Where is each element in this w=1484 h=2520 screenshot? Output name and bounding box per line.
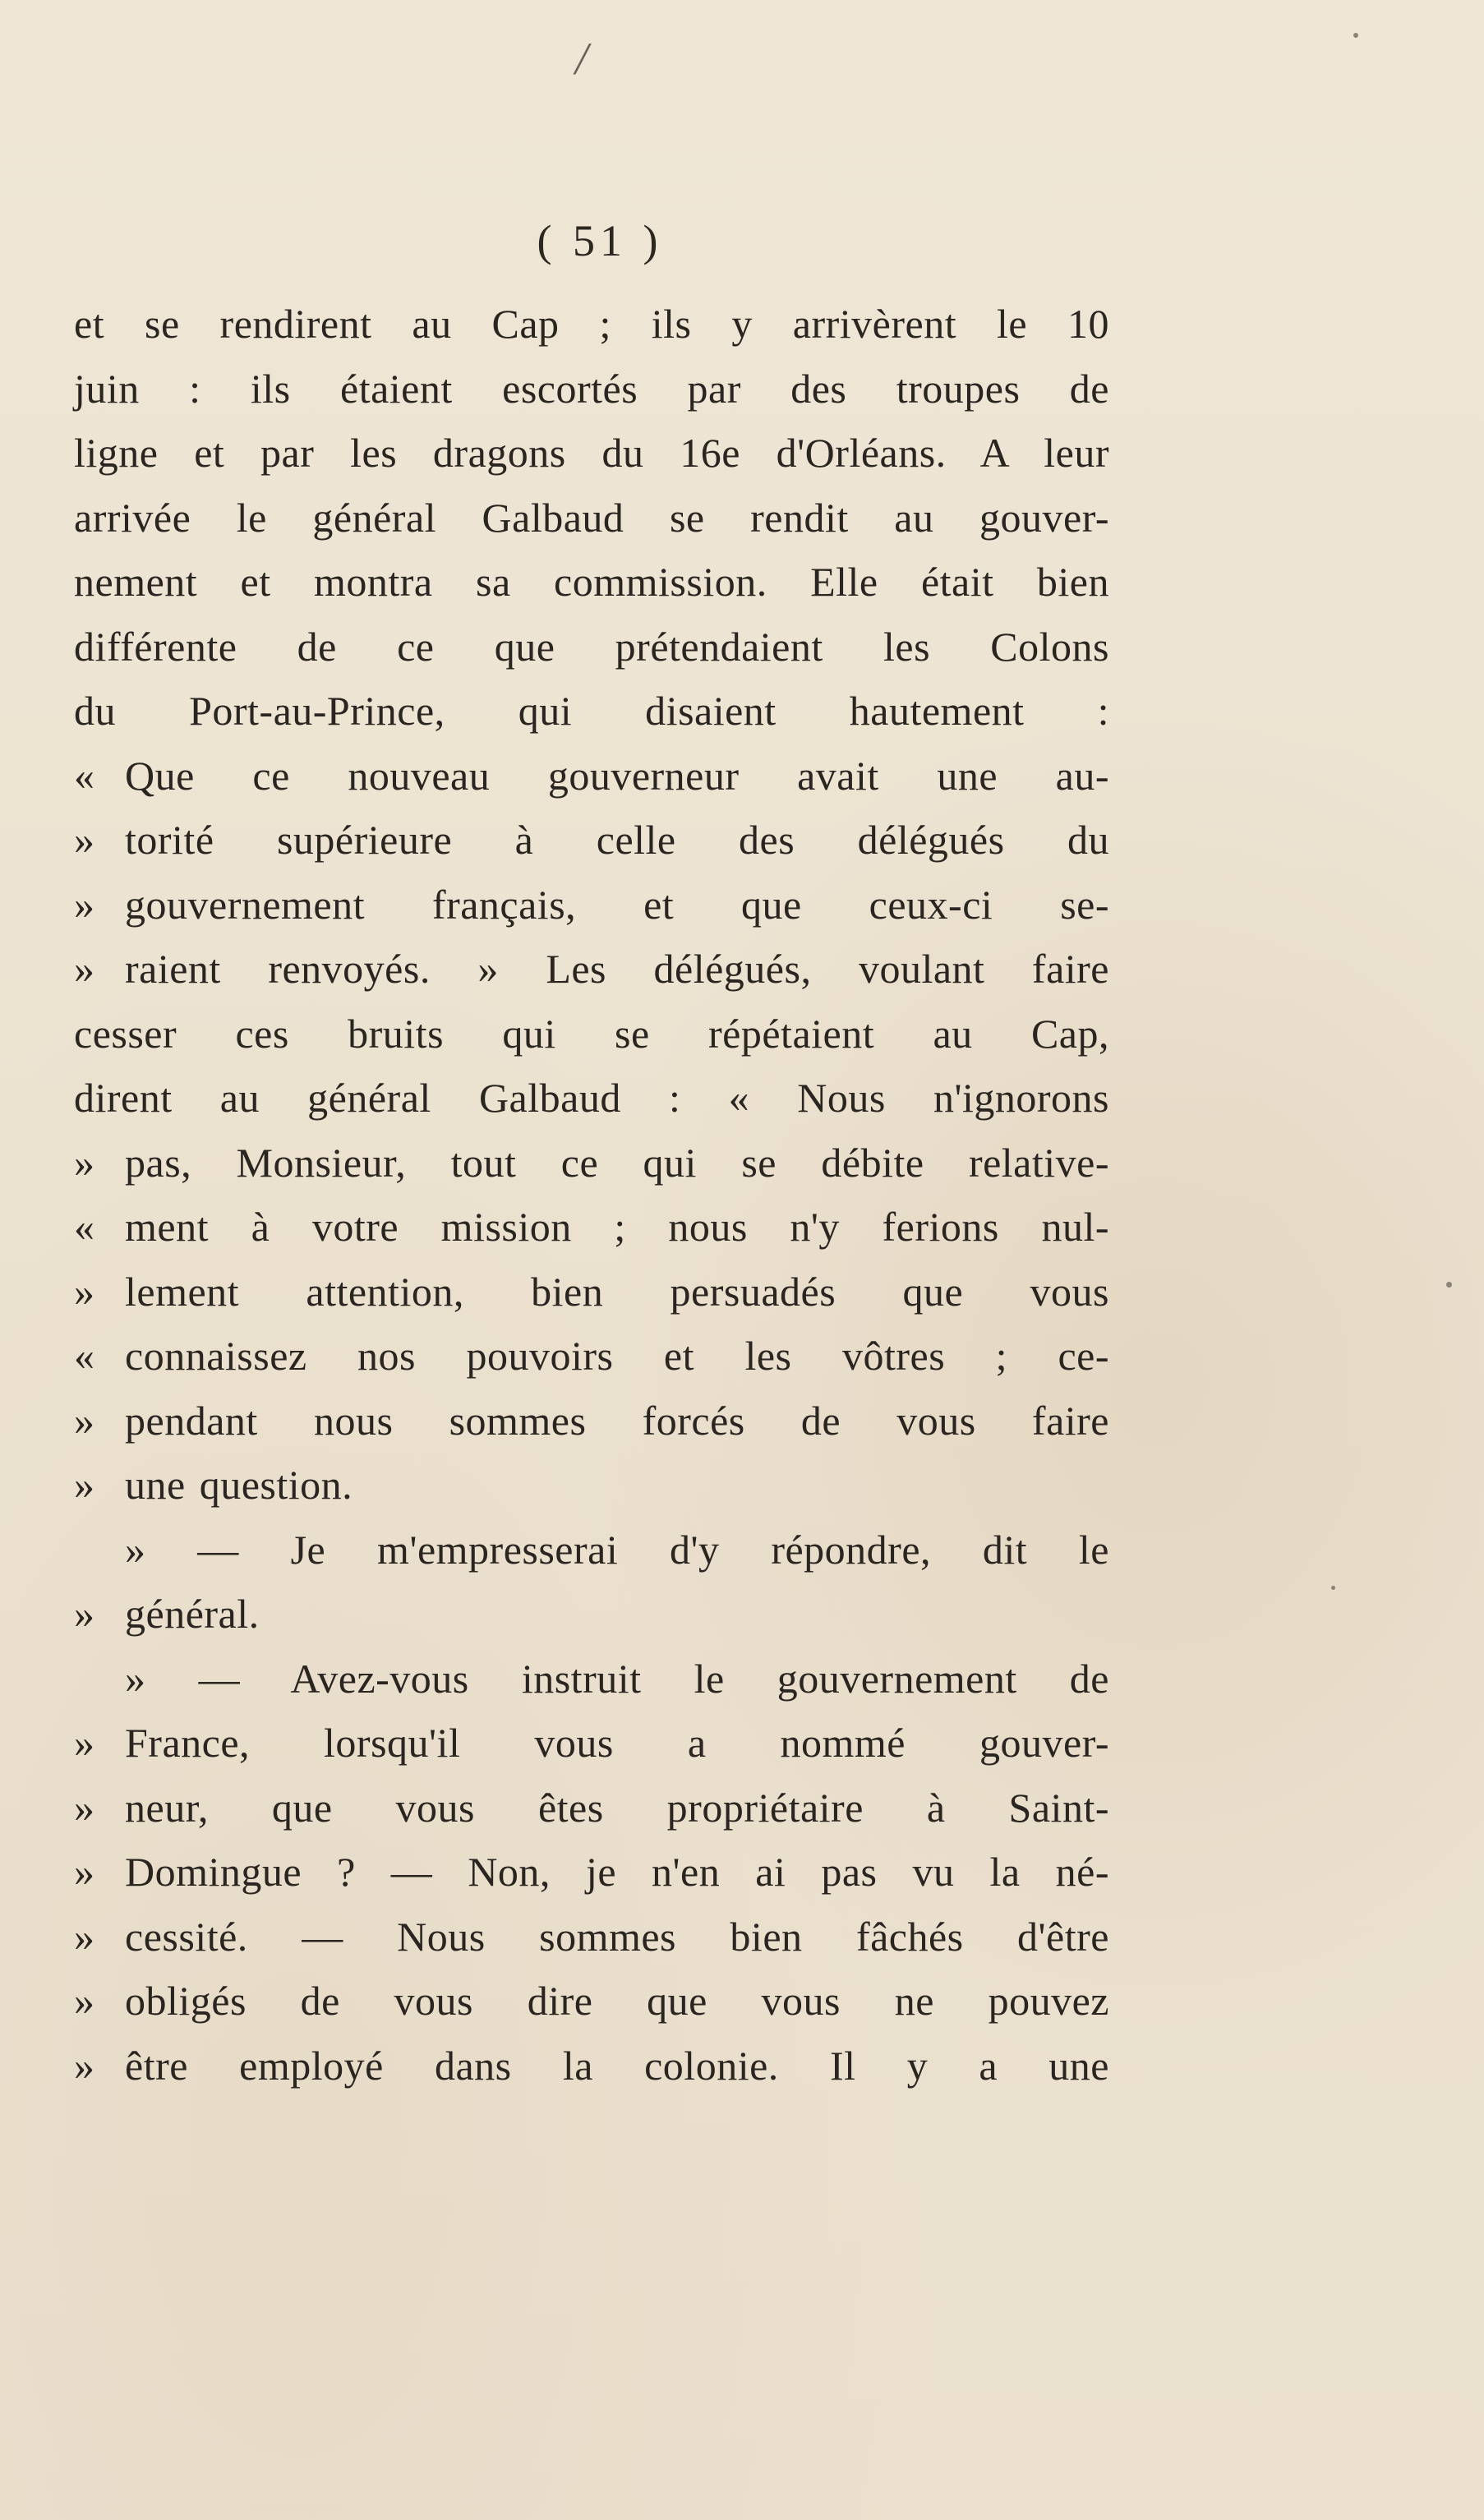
line-text: Que ce nouveau gouverneur avait une au- [125, 752, 1109, 799]
text-line [74, 873, 1109, 938]
quote-mark: » [74, 1462, 95, 1508]
quote-mark: » [74, 1720, 95, 1766]
line-text: nement et montra sa commission. Elle était bien [74, 559, 1109, 605]
line-text: dirent au général Galbaud : « Nous n'ignorons [74, 1075, 1109, 1121]
text-line [74, 1582, 1109, 1647]
quote-mark: « [74, 1204, 95, 1250]
text-line [74, 1647, 1109, 1711]
text-line [74, 744, 1109, 809]
line-text: » — Je m'empresserai d'y répondre, dit le [125, 1526, 1109, 1573]
text-line [74, 1969, 1109, 2034]
body-text [74, 292, 1109, 2098]
pencil-mark: / [575, 34, 588, 85]
quote-mark: » [74, 1397, 95, 1444]
quote-mark: » [74, 1139, 95, 1186]
text-line [74, 1195, 1109, 1260]
text-line [74, 1905, 1109, 1969]
line-text: connaissez nos pouvoirs et les vôtres ; ce- [125, 1333, 1109, 1379]
paper-speck [1331, 1586, 1335, 1590]
quote-mark: « [74, 1333, 95, 1379]
line-text: France, lorsqu'il vous a nommé gouver- [125, 1720, 1109, 1766]
page-number: ( 51 ) [537, 216, 663, 265]
quote-mark: » [74, 946, 95, 992]
quote-mark: » [74, 817, 95, 863]
text-line [74, 1840, 1109, 1905]
line-text: ment à votre mission ; nous n'y ferions nul- [125, 1204, 1109, 1250]
quote-mark: » [74, 1978, 95, 2024]
line-text: cessité. — Nous sommes bien fâchés d'être [125, 1913, 1109, 1960]
text-line [74, 1518, 1109, 1582]
text-line [74, 1131, 1109, 1196]
text-line [74, 1389, 1109, 1453]
text-line [74, 486, 1109, 551]
quote-mark: » [74, 1591, 95, 1637]
line-text: général. [125, 1591, 260, 1637]
line-text: du Port-au-Prince, qui disaient hautement : [74, 688, 1109, 734]
text-line [74, 1066, 1109, 1131]
text-line [74, 1324, 1109, 1389]
line-text: différente de ce que prétendaient les Colons [74, 623, 1109, 670]
text-line [74, 679, 1109, 744]
line-text: juin : ils étaient escortés par des troupes de [74, 365, 1109, 412]
text-line [74, 1711, 1109, 1776]
quote-mark: » [74, 1913, 95, 1960]
line-text: cesser ces bruits qui se répétaient au Cap, [74, 1010, 1109, 1057]
line-text: gouvernement français, et que ceux-ci se- [125, 881, 1109, 928]
line-text: et se rendirent au Cap ; ils y arrivèrent le 10 [74, 301, 1109, 347]
line-text: pendant nous sommes forcés de vous faire [125, 1397, 1109, 1444]
quote-mark: » [74, 2042, 95, 2089]
line-text: obligés de vous dire que vous ne pouvez [125, 1978, 1109, 2024]
text-line [74, 421, 1109, 486]
line-text: raient renvoyés. » Les délégués, voulant faire [125, 946, 1109, 992]
text-line [74, 937, 1109, 1002]
quote-mark: « [74, 752, 95, 799]
line-text: torité supérieure à celle des délégués du [125, 817, 1109, 863]
line-text: arrivée le général Galbaud se rendit au gouver- [74, 494, 1109, 541]
line-text: pas, Monsieur, tout ce qui se débite relative- [125, 1139, 1109, 1186]
text-line [74, 1453, 1109, 1518]
text-line [74, 808, 1109, 873]
line-text: lement attention, bien persuadés que vous [125, 1268, 1109, 1315]
line-text: être employé dans la colonie. Il y a une [125, 2042, 1109, 2089]
quote-mark: » [74, 1784, 95, 1831]
line-text: neur, que vous êtes propriétaire à Saint- [125, 1784, 1109, 1831]
line-text: ligne et par les dragons du 16e d'Orléans. A leur [74, 430, 1109, 476]
quote-mark: » [74, 1268, 95, 1315]
text-line [74, 550, 1109, 615]
text-line [74, 2034, 1109, 2098]
line-text: » — Avez-vous instruit le gouvernement de [125, 1655, 1109, 1702]
line-text: une question. [125, 1462, 353, 1508]
text-line [74, 1260, 1109, 1324]
text-line [74, 292, 1109, 357]
line-text: Domingue ? — Non, je n'en ai pas vu la né- [125, 1849, 1109, 1895]
text-line [74, 1776, 1109, 1840]
paper-speck [1353, 33, 1358, 38]
paper-speck [1446, 1282, 1452, 1288]
text-line [74, 357, 1109, 422]
text-line [74, 615, 1109, 680]
text-line [74, 1002, 1109, 1067]
quote-mark: » [74, 881, 95, 928]
quote-mark: » [74, 1849, 95, 1895]
